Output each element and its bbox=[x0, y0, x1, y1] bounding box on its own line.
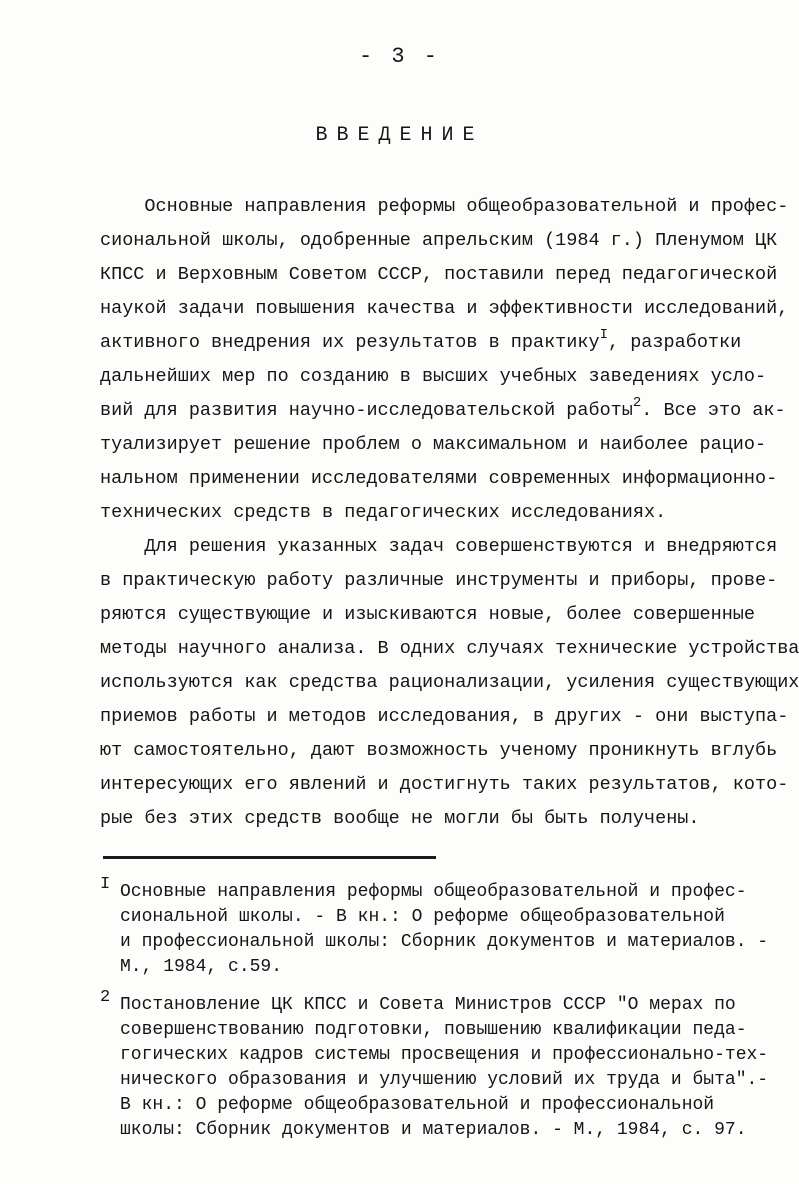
text-line: туализирует решение проблем о максимальном и наиболее рацио- bbox=[100, 434, 767, 455]
text-line: ряются существующие и изыскиваются новые, более совершенные bbox=[100, 604, 756, 625]
text-line: КПСС и Верховным Советом СССР, поставили перед педагогической bbox=[100, 264, 778, 285]
text-segment: . Все это ак- bbox=[641, 400, 786, 421]
text-line: рые без этих средств вообще не могли бы быть получены. bbox=[100, 808, 700, 829]
footnote-mark: I bbox=[100, 875, 111, 894]
text-line: Для решения указанных задач совершенствуются и внедряются bbox=[100, 536, 778, 557]
footnote-mark: 2 bbox=[100, 988, 111, 1007]
text-line: в практическую работу различные инструменты и приборы, прове- bbox=[100, 570, 778, 591]
text-segment: активного внедрения их результатов в практику bbox=[100, 332, 600, 353]
text-line: наукой задачи повышения качества и эффективности исследований, bbox=[100, 298, 789, 319]
text-line: Основные направления реформы общеобразовательной и профес- bbox=[120, 882, 747, 902]
text-segment: вий для развития научно-исследовательской работы bbox=[100, 400, 633, 421]
text-line: школы: Сборник документов и материалов. - М., 1984, с. 97. bbox=[120, 1120, 747, 1140]
text-line: М., 1984, с.59. bbox=[120, 957, 283, 977]
page-number: - 3 - bbox=[358, 44, 440, 69]
text-line bbox=[100, 326, 760, 360]
text-line: ют самостоятельно, дают возможность ученому проникнуть вглубь bbox=[100, 740, 778, 761]
text-line: нического образования и улучшению условий их труда и быта".- bbox=[120, 1070, 769, 1090]
text-line: и профессиональной школы: Сборник документов и материалов. - bbox=[120, 932, 769, 952]
text-line: дальнейших мер по созданию в высших учебных заведениях усло- bbox=[100, 366, 767, 387]
main-text bbox=[100, 190, 799, 836]
text-line: приемов работы и методов исследования, в других - они выступа- bbox=[100, 706, 789, 727]
text-line: сиональной школы, одобренные апрельским (1984 г.) Пленумом ЦК bbox=[100, 230, 778, 251]
paragraph-1 bbox=[100, 190, 789, 530]
text-line: Основные направления реформы общеобразовательной и профес- bbox=[100, 196, 789, 217]
footnote-ref-1: I bbox=[599, 327, 608, 343]
footnote-1 bbox=[100, 875, 769, 980]
text-line: В кн.: О реформе общеобразовательной и профессиональной bbox=[120, 1095, 715, 1115]
text-line: совершенствованию подготовки, повышению квалификации педа- bbox=[120, 1020, 747, 1040]
text-line: сиональной школы. - В кн.: О реформе общеобразовательной bbox=[120, 907, 725, 927]
section-title: ВВЕДЕНИЕ bbox=[315, 124, 484, 147]
footnote-text bbox=[120, 993, 769, 1143]
text-line: гогических кадров системы просвещения и профессионально-тех- bbox=[120, 1045, 769, 1065]
footnote-2 bbox=[100, 988, 769, 1143]
text-line: интересующих его явлений и достигнуть таких результатов, кото- bbox=[100, 774, 789, 795]
text-line: используются как средства рационализации, усиления существующих bbox=[100, 672, 799, 693]
text-line bbox=[100, 394, 786, 428]
paragraph-2 bbox=[100, 530, 799, 836]
text-line: технических средств в педагогических исследованиях. bbox=[100, 502, 667, 523]
footnote-ref-2: 2 bbox=[632, 395, 642, 411]
text-segment: , разработки bbox=[608, 332, 742, 353]
text-line: методы научного анализа. В одних случаях технические устройства bbox=[100, 638, 799, 659]
text-line: нальном применении исследователями современных информационно- bbox=[100, 468, 778, 489]
footnote-text bbox=[120, 880, 769, 980]
text-line: Постановление ЦК КПСС и Совета Министров СССР "О мерах по bbox=[120, 995, 736, 1015]
footnote-divider bbox=[103, 856, 436, 859]
